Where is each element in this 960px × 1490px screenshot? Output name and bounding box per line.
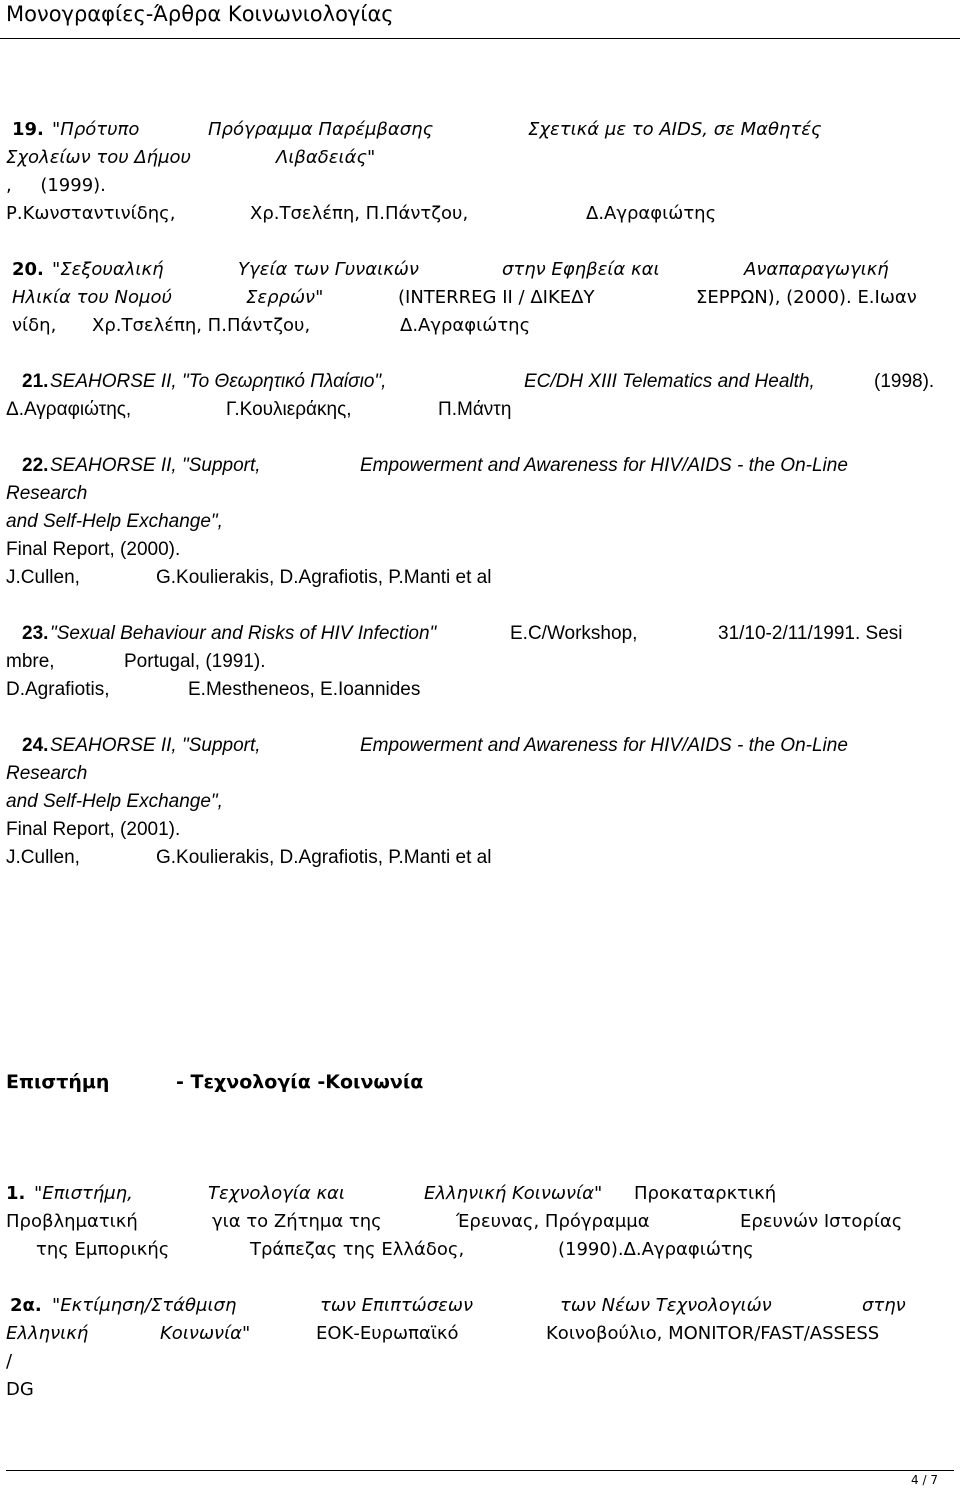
page-number: 4 / 7 [911,1473,938,1487]
entry-source: / [6,1351,13,1372]
entry-author: Δ.Αγραφιώτης [400,315,531,336]
entry-title: EC/DH XIII Telematics and Health, [524,371,815,392]
entry-author: Δ.Αγραφιώτης [586,203,717,224]
entry-number: 23. [22,623,49,644]
entry-title: ΣΕΡΡΩΝ), (2000). Ε.Ιωαν [696,287,917,308]
entry-author: Χρ.Τσελέπη, Π.Πάντζου, [250,203,469,224]
entry-title: Έρευνας, Πρόγραμμα [456,1211,650,1232]
entry-title: Τεχνολογία και [208,1183,346,1204]
entry-title: στην [862,1295,906,1316]
entry-title: Πρόγραμμα Παρέμβασης [208,119,434,140]
entry-number: 19. [12,119,44,140]
entry-title: Ελληνική [6,1323,89,1344]
entry-author: D.Agrafiotis, [6,679,110,700]
entry-title: SEAHORSE II, "Support, [50,455,261,476]
entry-author: G.Koulierakis, D.Agrafiotis, P.Manti et al [156,847,492,868]
entry-title: and Self-Help Exchange", [6,511,223,532]
entry-title: "Εκτίμηση/Στάθμιση [52,1295,237,1316]
entry-author: Δ.Αγραφιώτης, [6,399,132,420]
entry-source: Final Report, (2000). [6,539,181,560]
entry-year: (1998). [874,371,935,392]
entry-title: Σερρών" [246,287,324,308]
entry-title: "Sexual Behaviour and Risks of HIV Infection" [50,623,437,644]
entry-source: Κοινοβούλιο, MONITOR/FAST/ASSESS [546,1323,880,1344]
entry-author: Χρ.Τσελέπη, Π.Πάντζου, [92,315,311,336]
entry-author: G.Koulierakis, D.Agrafiotis, P.Manti et al [156,567,492,588]
entry-title: για το Ζήτημα της [212,1211,382,1232]
footer-divider [6,1470,954,1471]
entry-year: , (1999). [6,175,106,196]
entry-author: Π.Μάντη [438,399,512,420]
entry-title: and Self-Help Exchange", [6,791,223,812]
entry-number: 1. [6,1183,26,1204]
entry-author: J.Cullen, [6,847,80,868]
entry-author: νίδη, [12,315,57,336]
entry-author: E.Mestheneos, E.Ioannides [188,679,421,700]
entry-source: ΕΟΚ-Ευρωπαϊκό [316,1323,459,1344]
entry-source: mbre, [6,651,55,672]
entry-title: Empowerment and Awareness for HIV/AIDS - the On-Line [360,735,848,756]
entry-title: "Σεξουαλική [52,259,164,280]
entry-author: Ρ.Κωνσταντινίδης, [6,203,176,224]
section-heading: - Τεχνολογία -Κοινωνία [176,1071,424,1093]
entry-title: Προβληματική [6,1211,138,1232]
entry-title: Αναπαραγωγική [744,259,889,280]
entry-title: Ηλικία του Νομού [12,287,172,308]
entry-title: Empowerment and Awareness for HIV/AIDS - the On-Line [360,455,848,476]
entry-title: των Επιπτώσεων [320,1295,473,1316]
entry-title: Λιβαδειάς" [276,147,376,168]
entry-title: SEAHORSE II, "Το Θεωρητικό Πλαίσιο", [50,371,387,392]
page-header-title: Μονογραφίες-Άρθρα Κοινωνιολογίας [6,2,394,26]
entry-number: 22. [22,455,49,476]
entry-number: 2α. [10,1295,42,1316]
header-divider [0,38,960,39]
entry-title: Υγεία των Γυναικών [238,259,419,280]
entry-number: 20. [12,259,44,280]
entry-source: DG [6,1379,34,1400]
section-heading: Επιστήμη [6,1071,110,1093]
entry-title: Τράπεζας της Ελλάδος, [250,1239,465,1260]
entry-title: της Εμπορικής [36,1239,170,1260]
entry-author: Γ.Κουλιεράκης, [226,399,352,420]
entry-author: (1990).Δ.Αγραφιώτης [558,1239,754,1260]
entry-title: Σχολείων του Δήμου [6,147,191,168]
entry-source: Final Report, (2001). [6,819,181,840]
entry-title: Ελληνική Κοινωνία" [424,1183,603,1204]
entry-title: "Πρότυπο [52,119,140,140]
entry-title: Προκαταρκτική [634,1183,777,1204]
entry-title: Research [6,763,88,784]
entry-title: των Νέων Τεχνολογιών [560,1295,772,1316]
entry-source: Portugal, (1991). [124,651,266,672]
entry-title: Σχετικά με το AIDS, σε Μαθητές [528,119,822,140]
entry-title: Ερευνών Ιστορίας [740,1211,903,1232]
entry-title: "Επιστήμη, [34,1183,133,1204]
entry-source: E.C/Workshop, [510,623,638,644]
entry-number: 21. [22,371,49,392]
entry-author: J.Cullen, [6,567,80,588]
entry-number: 24. [22,735,49,756]
entry-title: SEAHORSE II, "Support, [50,735,261,756]
entry-title: Research [6,483,88,504]
entry-source: 31/10-2/11/1991. Sesi [718,623,903,644]
entry-title: Κοινωνία" [160,1323,251,1344]
entry-title: στην Εφηβεία και [502,259,660,280]
entry-title: (INTERREG II / ΔΙΚΕΔΥ [398,287,595,308]
